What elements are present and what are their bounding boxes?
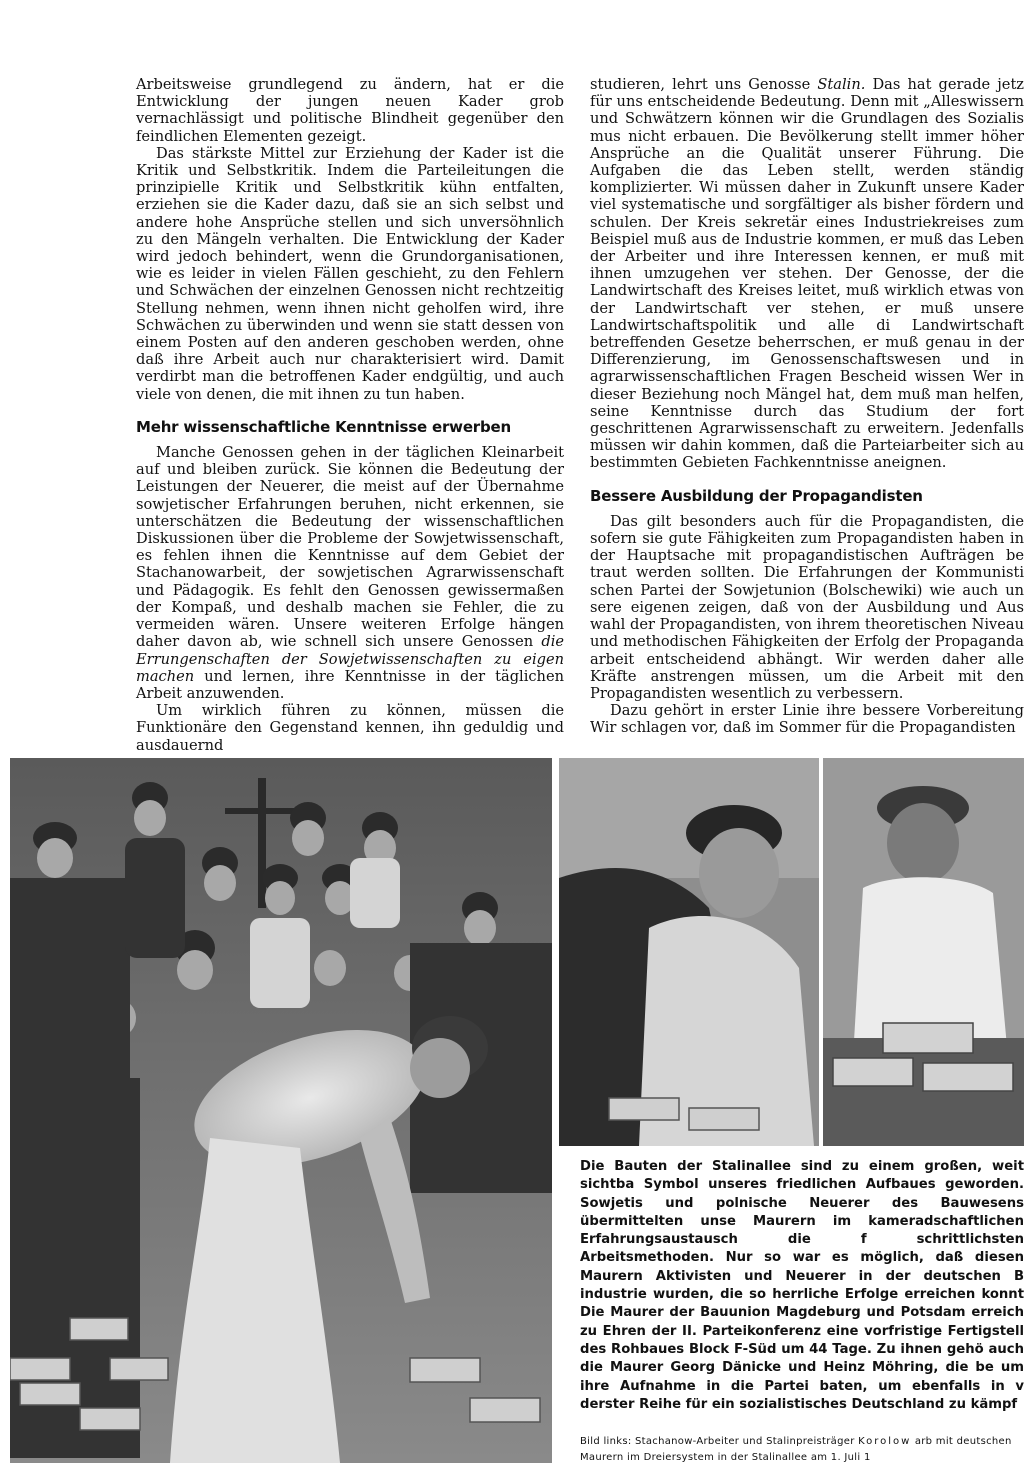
paragraph: Manche Genossen gehen in der täglichen Kleinarbeit auf und bleiben zurück. Sie können die Bedeutung der Leistungen der Neuerer, die meist auf der Übernahme sowjetischer Erfahrungen beruhen, nicht erkennen, sie unterschätzen die Bedeutung der wissenschaftlichen Diskussionen über die Probleme der Sowjetwissenschaft, es fehlen ihnen die Kenntnisse auf dem Gebiet der Stachanowarbeit, der sowjetischen Agrarwissenschaft und Pädagogik. Es fehlt den Genossen gewissermaßen der Kompaß, und deshalb machen sie Fehler, die zu vermeiden wären. Unsere weiteren Erfolge hängen daher davon ab, wie schnell sich unsere Genossen die Errungenschaften der Sowjetwissenschaften zu eigen machen und lernen, ihre Kenntnisse in der täglichen Arbeit anzuwenden. xyxy=(136,444,565,702)
right-text-column xyxy=(590,76,1024,737)
section-heading: Bessere Ausbildung der Propagandisten xyxy=(590,486,923,505)
section-heading: Mehr wissenschaftliche Kenntnisse erwerben xyxy=(136,417,511,436)
paragraph: Das gilt besonders auch für die Propagandisten, die sofern sie gute Fähigkeiten zum Propagandisten haben in der Hauptsache mit propagandistischen Aufträgen be traut werden sollten. Die Erfahrungen der Kommunisti schen Partei der Sowjetunion (Bolschewiki) wie auch un sere eigenen zeigen, daß von der Ausbildung und Aus wahl der Propagandisten, von ihrem theoretischen Niveau und methodischen Fähigkeiten der Erfolg der Propaganda arbeit entscheidend abhängt. Wir werden daher alle Kräfte anstrengen müssen, um die Arbeit mit den Propagandisten wesentlich zu verbessern. xyxy=(590,512,1024,702)
left-text-column xyxy=(136,76,564,754)
photo-caption: Die Bauten der Stalinallee sind zu einem großen, weit sichtba Symbol unseres friedlichen Aufbaues geworden. Sowjetis und polnische Neuerer des Bauwesens übermittelten unse Maurern im kameradschaftlichen Erfahrungsaustausch die f schrittlichsten Arbeitsmethoden. Nur so war es möglich, daß diesen Maurern Aktivisten und Neuerer in der deutschen B industrie wurden, die so herrliche Erfolge erreichen konnt Die Maurer der Bauunion Magdeburg und Potsdam erreich zu Ehren der II. Parteikonferenz eine vorfristige Fertigstell des Rohbaues Block F-Süd um 44 Tage. Zu ihnen gehö auch die Maurer Georg Dänicke und Heinz Möhring, die be um ihre Aufnahme in die Partei baten, um ebenfalls in v derster Reihe für ein sozialistisches Deutschland zu kämpf xyxy=(580,1159,1024,1412)
paragraph: studieren, lehrt uns Genosse Stalin. Das hat gerade jetz für uns entscheidende Bedeutung. Denn mit „Alleswissern und Schwätzern können wir die Grundlagen des Sozialis mus nicht erbauen. Die Bevölkerung stellt immer höher Ansprüche an die Qualität unserer Führung. Die Aufgaben die das Leben stellt, werden ständig komplizierter. Wi müssen daher in Zukunft unsere Kader viel systematische und sorgfältiger als bisher fördern und schulen. Der Kreis sekretär eines Industriekreises zum Beispiel muß aus de Industrie kommen, er muß das Leben der Arbeiter und ihre Interessen kennen, er muß mit ihnen umzugehen ver stehen. Der Genosse, der die Landwirtschaft des Kreises leitet, muß wirklich etwas von der Landwirtschaft ver stehen, er muß unsere Landwirtschaftspolitik und alle di Landwirtschaft betreffenden Gesetze beherrschen, er muß genau in der Differenzierung, im Genossenschaftswesen und in agrarwissenschaftlichen Fragen Bescheid wissen Wer in dieser Beziehung noch Mängel hat, dem muß man helfen, seine Kenntnisse durch das Studium der fort geschrittenen Agrarwissenschaft zu erweitern. Jedenfalls müssen wir dahin kommen, daß die Parteiarbeiter sich au bestimmten Gebieten Fachkenntnisse aneignen. xyxy=(590,76,1024,472)
photo-credit: Bild links: Stachanow-Arbeiter und Stalinpreisträger Korolow arb mit deutschen Maurern im Dreiersystem in der Stalinallee am 1. Juli 1 xyxy=(580,1436,1012,1463)
paragraph: Arbeitsweise grundlegend zu ändern, hat er die Entwicklung der jungen neuen Kader grob vernachlässigt und politische Blindheit gegenüber den feindlichen Elementen gezeigt. xyxy=(136,76,564,145)
photo-right-illustration xyxy=(823,758,1024,1146)
photo-middle-illustration xyxy=(559,758,819,1146)
credit-name: Korolow xyxy=(858,1436,912,1447)
italic-emphasis: Stalin. xyxy=(817,76,866,93)
paragraph: Das stärkste Mittel zur Erziehung der Kader ist die Kritik und Selbstkritik. Indem die Parteileitungen die prinzipielle Kritik und Selbstkritik kühn entfalten, erziehen sie die Kader dazu, daß sie an sich selbst und andere hohe Ansprüche stellen und sich unversöhnlich zu den Mängeln verhalten. Die Entwicklung der Kader wird jedoch behindert, wenn die Grundorganisationen, wie es leider in vielen Fällen geschieht, zu den Fehlern und Schwächen der einzelnen Genossen nicht rechtzeitig Stellung nehmen, wenn ihnen nicht geholfen wird, ihre Schwächen zu überwinden und wenn sie statt dessen von einem Posten auf den anderen geschoben werden, ohne daß ihre Arbeit auch nur charakterisiert wird. Damit verdirbt man die betroffenen Kader endgültig, und auch viele von denen, die mit ihnen zu tun haben. xyxy=(136,144,564,403)
photo-crowd-bricklayer xyxy=(10,758,552,1463)
photo-main-illustration xyxy=(10,758,552,1463)
italic-emphasis: die Errungenschaften der Sowjetwissenschaften zu eigen machen xyxy=(136,633,565,685)
photo-bricklayer-portrait xyxy=(559,758,819,1146)
paragraph: Dazu gehört in erster Linie ihre bessere Vorbereitung Wir schlagen vor, daß im Sommer für die Propagandisten xyxy=(590,702,1024,737)
paragraph: Um wirklich führen zu können, müssen die Funktionäre den Gegenstand kennen, ihn geduldig und ausdauernd xyxy=(136,702,564,754)
photo-worker-laying-bricks xyxy=(823,758,1024,1146)
